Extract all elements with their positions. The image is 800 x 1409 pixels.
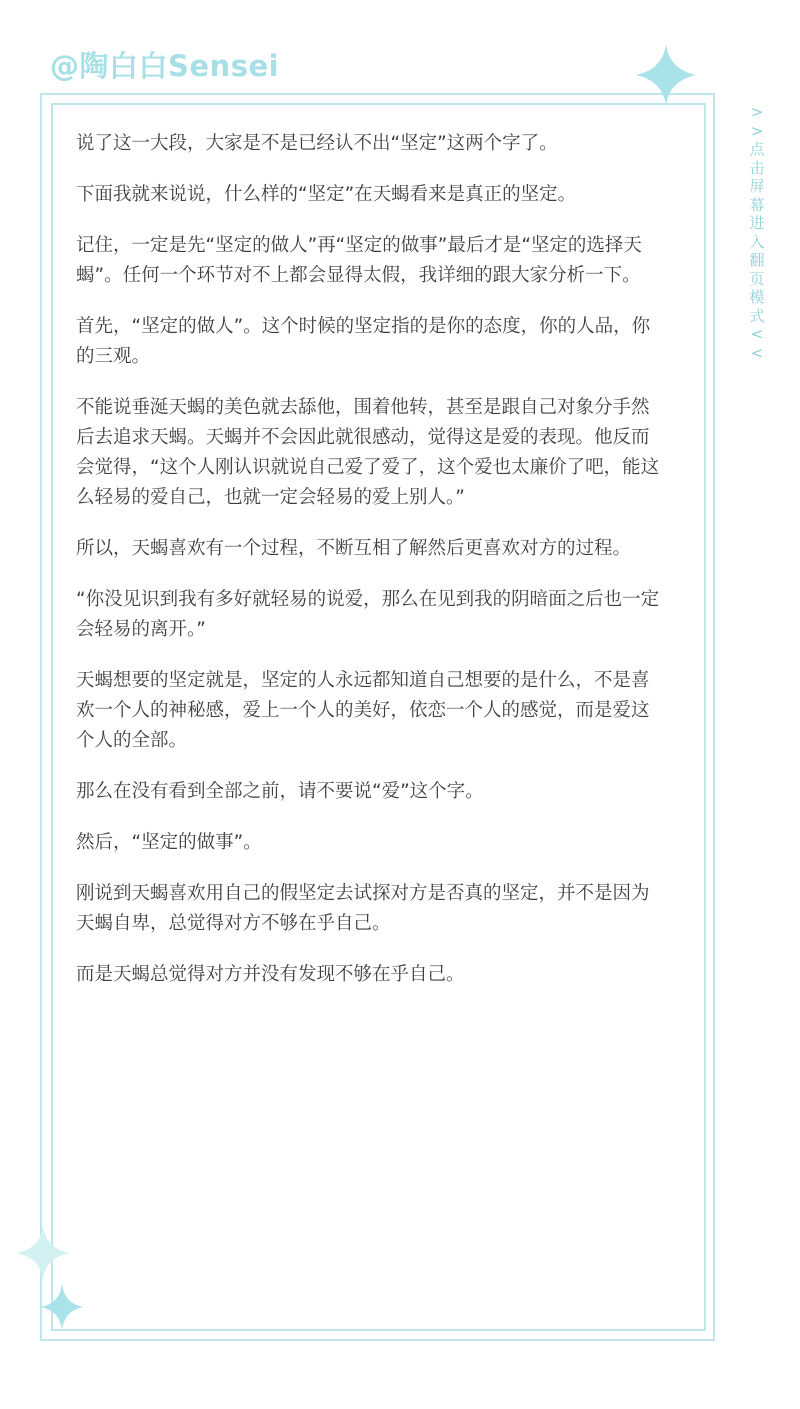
author-watermark: @陶白白Sensei	[50, 49, 280, 83]
paragraph: 刚说到天蝎喜欢用自己的假坚定去试探对方是否真的坚定，并不是因为天蝎自卑，总觉得对方不够在乎自己。	[76, 883, 650, 934]
sparkle-icon	[40, 1284, 84, 1330]
paragraph: 下面我就来说说，什么样的“坚定”在天蝎看来是真正的坚定。	[76, 184, 577, 205]
page-mode-hint[interactable]: >>点击屏幕进入翻页模式<<	[749, 103, 765, 362]
paragraph: 记住，一定是先“坚定的做人”再“坚定的做事”最后才是“坚定的选择天蝎”。任何一个环节对不上都会显得太假，我详细的跟大家分析一下。	[76, 235, 642, 286]
sparkle-icon	[16, 1226, 70, 1280]
paragraph: 说了这一大段，大家是不是已经认不出“坚定”这两个字了。	[76, 133, 558, 154]
sparkle-icon	[636, 44, 696, 106]
paragraph: 所以，天蝎喜欢有一个过程，不断互相了解然后更喜欢对方的过程。	[76, 538, 632, 559]
paragraph: 天蝎想要的坚定就是，坚定的人永远都知道自己想要的是什么，不是喜欢一个人的神秘感，爱上一个人的美好，依恋一个人的感觉，而是爱这个人的全部。	[76, 670, 650, 751]
paragraph: 而是天蝎总觉得对方并没有发现不够在乎自己。	[76, 964, 465, 985]
article-body	[76, 129, 661, 1011]
paragraph: 然后，“坚定的做事”。	[76, 832, 262, 853]
paragraph: 首先，“坚定的做人”。这个时候的坚定指的是你的态度，你的人品，你的三观。	[76, 316, 651, 367]
paragraph: 那么在没有看到全部之前，请不要说“爱”这个字。	[76, 781, 484, 802]
paragraph: “你没见识到我有多好就轻易的说爱，那么在见到我的阴暗面之后也一定会轻易的离开。”	[76, 589, 660, 640]
paragraph: 不能说垂涎天蝎的美色就去舔他，围着他转，甚至是跟自己对象分手然后去追求天蝎。天蝎并不会因此就很感动，觉得这是爱的表现。他反而会觉得，“这个人刚认识就说自己爱了爱了，这个爱也太廉价了吧，能这么轻易的爱自己，也就一定会轻易的爱上别人。”	[76, 397, 660, 508]
